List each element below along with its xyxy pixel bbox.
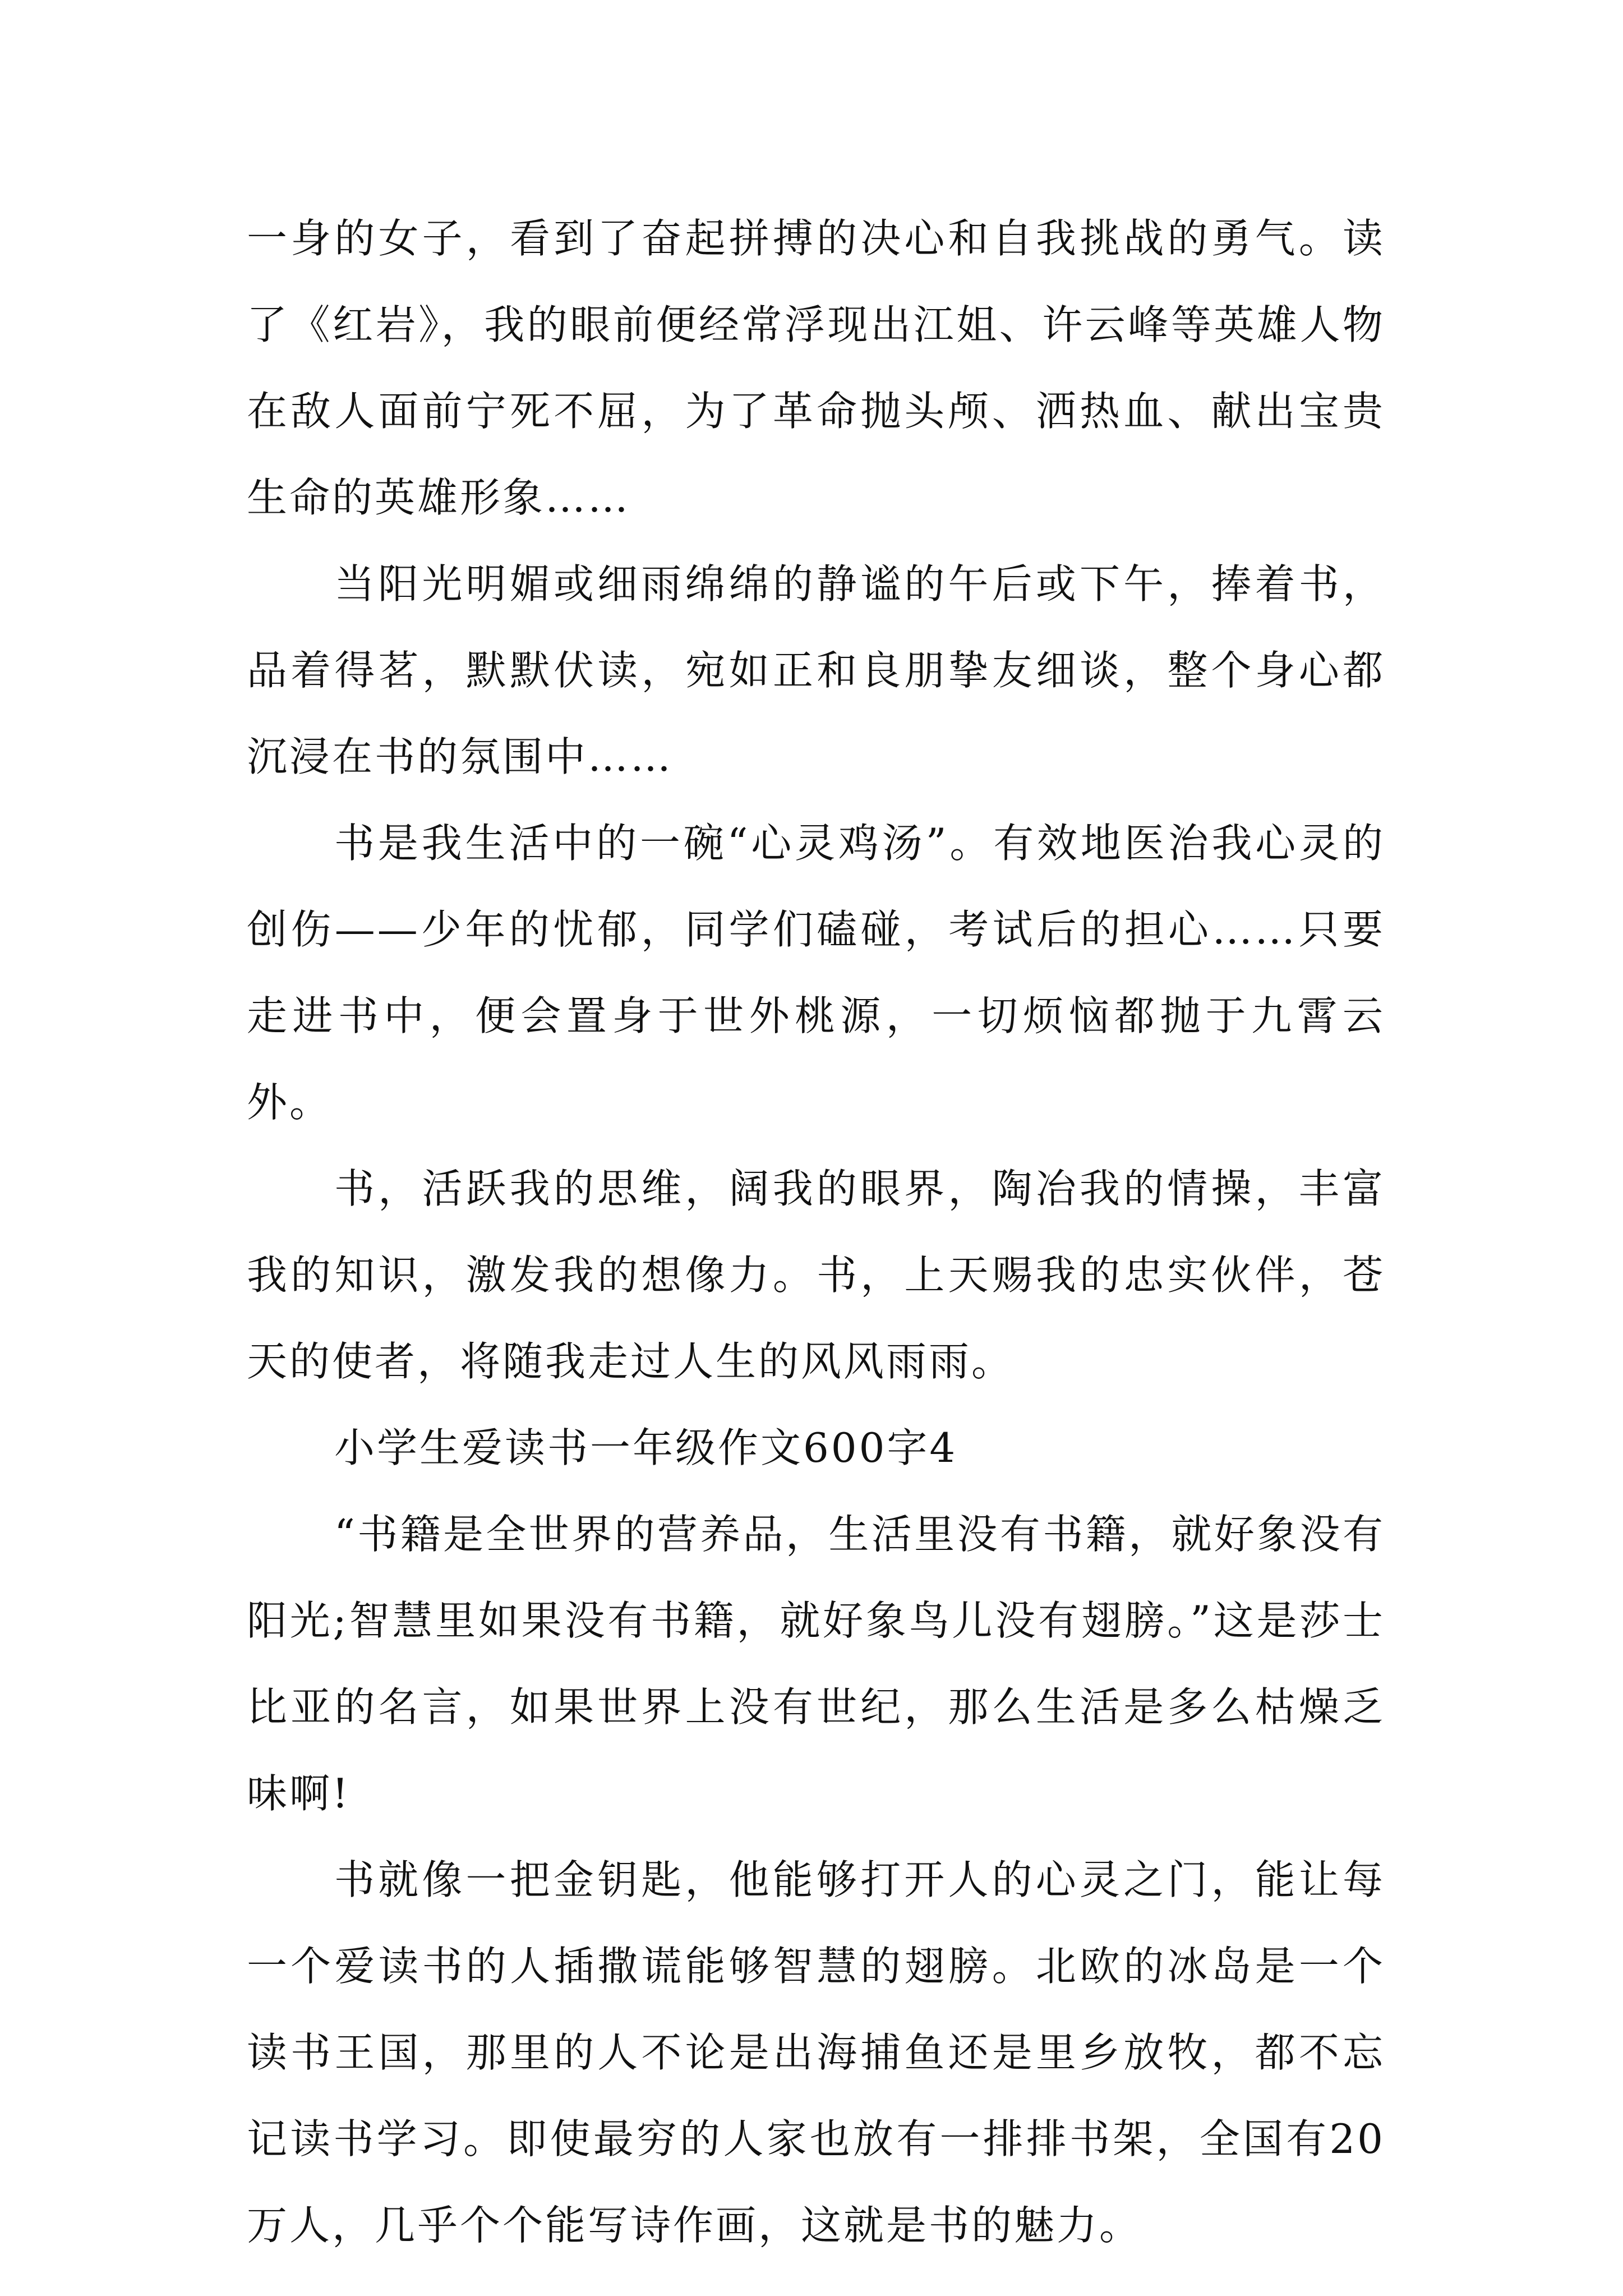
section-title: 小学生爱读书一年级作文600字4 xyxy=(334,1424,958,1471)
paragraph-5: “书籍是全世界的营养品，生活里没有书籍，就好象没有阳光;智慧里如果没有书籍，就好象鸟儿没有翅膀。”这是莎士比亚的名言，如果世界上没有世纪，那么生活是多么枯燥乏味啊! xyxy=(247,1511,1385,1817)
paragraph-6: 书就像一把金钥匙，他能够打开人的心灵之门，能让每一个爱读书的人插撒谎能够智慧的翅膀。北欧的冰岛是一个读书王国，那里的人不论是出海捕鱼还是里乡放牧，都不忘记读书学习。即使最穷的人家也放有一排排书架，全国有20万人，几乎个个能写诗作画，这就是书的魅力。 xyxy=(247,1856,1385,2249)
paragraph-2: 当阳光明媚或细雨绵绵的静谧的午后或下午，捧着书，品着得茗，默默伏读，宛如正和良朋挚友细谈，整个身心都沉浸在书的氛围中…… xyxy=(247,560,1385,780)
paragraph-1: 一身的女子，看到了奋起拼搏的决心和自我挑战的勇气。读了《红岩》，我的眼前便经常浮现出江姐、许云峰等英雄人物在敌人面前宁死不屈，为了革命抛头颅、洒热血、献出宝贵生命的英雄形象…… xyxy=(247,215,1385,521)
paragraph-4: 书，活跃我的思维，阔我的眼界，陶冶我的情操，丰富我的知识，激发我的想像力。书，上天赐我的忠实伙伴，苍天的使者，将随我走过人生的风风雨雨。 xyxy=(247,1165,1385,1385)
paragraph-3: 书是我生活中的一碗“心灵鸡汤”。有效地医治我心灵的创伤——少年的忧郁，同学们磕碰，考试后的担心……只要走进书中，便会置身于世外桃源，一切烦恼都抛于九霄云外。 xyxy=(247,820,1385,1126)
document-body xyxy=(247,195,1385,2269)
